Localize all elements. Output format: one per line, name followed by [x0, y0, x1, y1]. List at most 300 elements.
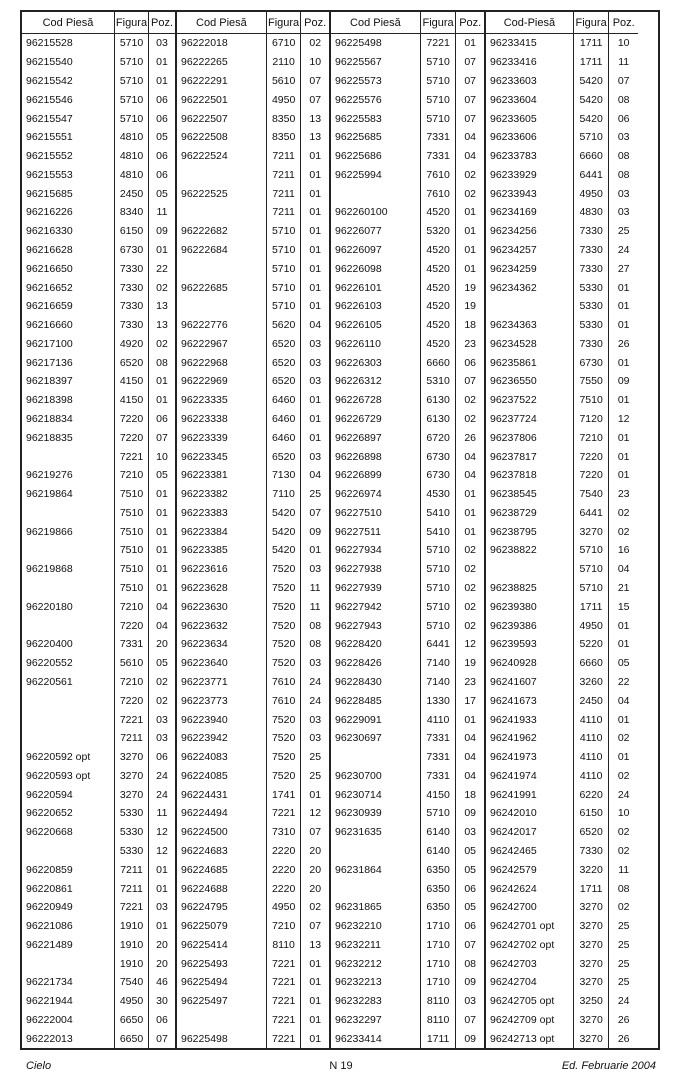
table-row — [177, 992, 329, 1011]
figure-cell: 5420 — [573, 109, 609, 128]
position-cell: 02 — [455, 165, 484, 184]
part-code-cell: 96238729 — [490, 506, 537, 519]
table-row — [22, 222, 175, 241]
part-code-cell: 96241607 — [490, 675, 537, 688]
position-cell: 01 — [300, 203, 329, 222]
figure-cell: 5710 — [420, 109, 456, 128]
table-row — [177, 109, 329, 128]
part-code-cell: 96220859 — [26, 863, 73, 876]
table-row — [22, 936, 175, 955]
figure-cell: 4520 — [420, 316, 456, 335]
table-row — [331, 860, 484, 879]
figure-cell: 5710 — [573, 128, 609, 147]
position-cell: 11 — [148, 804, 175, 823]
figure-cell: 2220 — [266, 860, 301, 879]
position-cell: 07 — [148, 428, 175, 447]
table-row — [177, 973, 329, 992]
table-row — [177, 766, 329, 785]
part-code-cell: 96217100 — [26, 337, 73, 350]
position-cell: 06 — [608, 109, 638, 128]
part-code-cell: 96223640 — [181, 657, 228, 670]
table-row — [22, 804, 175, 823]
figure-cell: 5310 — [420, 372, 456, 391]
figure-cell: 5220 — [573, 635, 609, 654]
header-poz: Poz. — [455, 12, 484, 33]
position-cell: 01 — [608, 353, 638, 372]
table-row — [331, 804, 484, 823]
figure-cell: 5710 — [266, 259, 301, 278]
position-cell: 04 — [455, 128, 484, 147]
table-row — [22, 128, 175, 147]
position-cell: 05 — [608, 654, 638, 673]
table-row — [177, 72, 329, 91]
position-cell: 04 — [608, 560, 638, 579]
table-row — [22, 372, 175, 391]
figure-cell: 6150 — [114, 222, 148, 241]
part-code-cell: 96222525 — [181, 187, 228, 200]
table-body — [22, 34, 175, 1048]
position-cell: 09 — [608, 372, 638, 391]
position-cell: 03 — [148, 729, 175, 748]
position-cell: 01 — [300, 410, 329, 429]
position-cell: 25 — [608, 936, 638, 955]
part-code-cell: 96219866 — [26, 525, 73, 538]
table-row — [177, 597, 329, 616]
position-cell: 04 — [455, 729, 484, 748]
figure-cell: 3270 — [573, 522, 609, 541]
table-row — [486, 72, 638, 91]
figure-cell: 4110 — [573, 748, 609, 767]
table-row — [22, 353, 175, 372]
table-body — [331, 34, 484, 1048]
figure-cell: 7510 — [114, 485, 148, 504]
part-code-cell: 96220592 opt — [26, 751, 91, 764]
figure-cell: 7520 — [266, 579, 301, 598]
part-code-cell: 96220652 — [26, 807, 73, 820]
table-row — [22, 898, 175, 917]
table-row — [177, 222, 329, 241]
figure-cell: 5420 — [573, 72, 609, 91]
position-cell: 16 — [608, 541, 638, 560]
part-code-cell: 96222018 — [181, 37, 228, 50]
figure-cell: 5620 — [266, 316, 301, 335]
figure-cell: 5710 — [420, 90, 456, 109]
figure-cell: 6730 — [420, 466, 456, 485]
part-code-cell: 96225498 — [335, 37, 382, 50]
table-row — [331, 72, 484, 91]
table-row — [486, 297, 638, 316]
part-code-cell: 96223338 — [181, 413, 228, 426]
position-cell: 09 — [148, 222, 175, 241]
table-row — [177, 485, 329, 504]
position-cell: 02 — [300, 34, 329, 53]
figure-cell: 1910 — [114, 917, 148, 936]
position-cell: 02 — [455, 184, 484, 203]
part-code-cell: 96220593 opt — [26, 769, 91, 782]
position-cell: 01 — [300, 1029, 329, 1048]
figure-cell: 7510 — [573, 391, 609, 410]
part-code-cell: 96220668 — [26, 826, 73, 839]
position-cell: 01 — [300, 973, 329, 992]
table-row — [486, 316, 638, 335]
part-code-cell: 96222291 — [181, 74, 228, 87]
table-row — [331, 1011, 484, 1030]
table-row — [22, 1011, 175, 1030]
part-code-cell: 96222776 — [181, 319, 228, 332]
part-code-cell: 96234259 — [490, 262, 537, 275]
table-row — [486, 879, 638, 898]
position-cell: 01 — [148, 917, 175, 936]
table-row — [486, 466, 638, 485]
part-code-cell: 96242701 opt — [490, 920, 555, 933]
part-code-cell: 96229091 — [335, 713, 382, 726]
part-code-cell: 96216659 — [26, 300, 73, 313]
table-row — [22, 917, 175, 936]
table-row — [177, 842, 329, 861]
part-code-cell: 96223335 — [181, 394, 228, 407]
figure-cell: 7110 — [266, 485, 301, 504]
position-cell: 01 — [608, 391, 638, 410]
position-cell: 02 — [608, 729, 638, 748]
table-row — [177, 785, 329, 804]
part-code-cell: 96226899 — [335, 469, 382, 482]
figure-cell: 4810 — [114, 165, 148, 184]
table-row — [22, 297, 175, 316]
figure-cell: 7331 — [420, 748, 456, 767]
position-cell: 01 — [148, 53, 175, 72]
part-code-cell: 96225573 — [335, 74, 382, 87]
position-cell: 07 — [608, 72, 638, 91]
position-cell: 05 — [148, 654, 175, 673]
table-row — [331, 597, 484, 616]
position-cell: 04 — [608, 691, 638, 710]
figure-cell: 6520 — [266, 353, 301, 372]
figure-cell: 7520 — [266, 616, 301, 635]
figure-cell: 5420 — [573, 90, 609, 109]
part-code-cell: 96216226 — [26, 206, 73, 219]
table-row — [331, 785, 484, 804]
figure-cell: 7310 — [266, 823, 301, 842]
figure-cell: 7221 — [266, 954, 301, 973]
table-row — [486, 785, 638, 804]
table-row — [22, 316, 175, 335]
figure-cell: 7330 — [114, 259, 148, 278]
part-code-cell: 96223942 — [181, 732, 228, 745]
part-code-cell: 96242017 — [490, 826, 537, 839]
part-code-cell: 96239380 — [490, 600, 537, 613]
part-code-cell: 96242702 opt — [490, 938, 555, 951]
table-row — [22, 485, 175, 504]
part-code-cell: 96232297 — [335, 1014, 382, 1027]
table-row — [177, 447, 329, 466]
part-code-cell: 96231864 — [335, 863, 382, 876]
part-code-cell: 96224683 — [181, 844, 228, 857]
position-cell: 05 — [148, 466, 175, 485]
table-row — [486, 729, 638, 748]
figure-cell: 4150 — [420, 785, 456, 804]
figure-cell: 7610 — [266, 691, 301, 710]
figure-cell: 7221 — [420, 34, 456, 53]
table-row — [177, 391, 329, 410]
position-cell: 01 — [455, 203, 484, 222]
figure-cell: 4110 — [573, 766, 609, 785]
position-cell: 04 — [455, 748, 484, 767]
table-row — [486, 241, 638, 260]
figure-cell: 5710 — [114, 53, 148, 72]
figure-cell: 6520 — [573, 823, 609, 842]
table-row — [331, 936, 484, 955]
table-row — [486, 691, 638, 710]
part-code-cell: 96226728 — [335, 394, 382, 407]
part-code-cell: 96226897 — [335, 431, 382, 444]
figure-cell: 7220 — [114, 691, 148, 710]
figure-cell: 8110 — [420, 992, 456, 1011]
figure-cell: 6140 — [420, 823, 456, 842]
position-cell: 09 — [455, 1029, 484, 1048]
part-code-cell: 96226103 — [335, 300, 382, 313]
figure-cell: 3270 — [114, 748, 148, 767]
figure-cell: 4950 — [266, 90, 301, 109]
position-cell: 01 — [455, 222, 484, 241]
header-poz: Poz. — [608, 12, 638, 33]
part-code-cell: 96223345 — [181, 450, 228, 463]
table-row — [22, 860, 175, 879]
table-row — [331, 879, 484, 898]
table-row — [486, 522, 638, 541]
position-cell: 24 — [148, 766, 175, 785]
table-row — [331, 898, 484, 917]
part-code-cell: 96226898 — [335, 450, 382, 463]
figure-cell: 7221 — [266, 992, 301, 1011]
table-row — [177, 428, 329, 447]
part-code-cell: 96228420 — [335, 638, 382, 651]
table-row — [331, 954, 484, 973]
part-code-cell: 96241973 — [490, 751, 537, 764]
position-cell: 03 — [300, 447, 329, 466]
figure-cell: 4530 — [420, 485, 456, 504]
part-code-cell: 96228426 — [335, 657, 382, 670]
part-code-cell: 96230700 — [335, 769, 382, 782]
position-cell: 07 — [455, 72, 484, 91]
position-cell: 01 — [608, 316, 638, 335]
part-code-cell: 96230697 — [335, 732, 382, 745]
table-row — [22, 823, 175, 842]
table-row — [486, 654, 638, 673]
figure-cell: 5330 — [114, 823, 148, 842]
position-cell: 01 — [455, 34, 484, 53]
table-row — [331, 1029, 484, 1048]
figure-cell: 1710 — [420, 917, 456, 936]
figure-cell: 6350 — [420, 879, 456, 898]
position-cell: 25 — [608, 954, 638, 973]
figure-cell: 4810 — [114, 128, 148, 147]
figure-cell: 6520 — [266, 447, 301, 466]
position-cell: 01 — [300, 165, 329, 184]
position-cell: 13 — [300, 109, 329, 128]
part-code-cell: 96232283 — [335, 995, 382, 1008]
figure-cell: 7211 — [266, 165, 301, 184]
figure-cell: 5420 — [266, 504, 301, 523]
position-cell: 04 — [148, 597, 175, 616]
position-cell: 03 — [148, 898, 175, 917]
part-code-cell: 96225497 — [181, 995, 228, 1008]
figure-cell: 1710 — [420, 973, 456, 992]
figure-cell: 2450 — [573, 691, 609, 710]
part-code-cell: 96227510 — [335, 506, 382, 519]
table-block-3 — [329, 12, 484, 1048]
part-code-cell: 96225686 — [335, 150, 382, 163]
position-cell: 07 — [455, 1011, 484, 1030]
position-cell: 01 — [300, 785, 329, 804]
position-cell: 03 — [300, 729, 329, 748]
figure-cell: 7330 — [573, 335, 609, 354]
position-cell: 06 — [148, 109, 175, 128]
figure-cell: 7520 — [266, 654, 301, 673]
position-cell: 13 — [148, 297, 175, 316]
table-row — [331, 410, 484, 429]
part-code-cell: 96222682 — [181, 225, 228, 238]
part-code-cell: 96220561 — [26, 675, 73, 688]
part-code-cell: 96215552 — [26, 150, 73, 163]
part-code-cell: 96224795 — [181, 901, 228, 914]
figure-cell: 7331 — [420, 729, 456, 748]
position-cell: 04 — [455, 147, 484, 166]
part-code-cell: 96221944 — [26, 995, 73, 1008]
table-row — [22, 973, 175, 992]
figure-cell: 5710 — [420, 72, 456, 91]
position-cell: 01 — [608, 466, 638, 485]
part-code-cell: 96242705 opt — [490, 995, 555, 1008]
table-row — [331, 222, 484, 241]
figure-cell: 2450 — [114, 184, 148, 203]
table-block-4 — [484, 12, 638, 1048]
position-cell: 09 — [455, 973, 484, 992]
table-row — [486, 391, 638, 410]
part-code-cell: 96237817 — [490, 450, 537, 463]
part-code-cell: 96235861 — [490, 356, 537, 369]
figure-cell: 7610 — [420, 184, 456, 203]
figure-cell: 5710 — [420, 579, 456, 598]
part-code-cell: 96225079 — [181, 920, 228, 933]
figure-cell: 8110 — [420, 1011, 456, 1030]
position-cell: 02 — [608, 823, 638, 842]
position-cell: 01 — [148, 879, 175, 898]
table-row — [177, 654, 329, 673]
figure-cell: 6730 — [114, 241, 148, 260]
figure-cell: 5330 — [573, 297, 609, 316]
table-row — [22, 635, 175, 654]
table-row — [177, 673, 329, 692]
part-code-cell: 96226110 — [335, 337, 381, 350]
figure-cell: 6350 — [420, 860, 456, 879]
figure-cell: 1710 — [420, 954, 456, 973]
part-code-cell: 96241974 — [490, 769, 537, 782]
footer-edition: Ed. Februarie 2004 — [561, 1060, 656, 1072]
table-row — [331, 766, 484, 785]
position-cell: 20 — [148, 936, 175, 955]
figure-cell: 7331 — [114, 635, 148, 654]
table-row — [177, 804, 329, 823]
table-row — [177, 53, 329, 72]
table-row — [177, 165, 329, 184]
part-code-cell: 96226077 — [335, 225, 382, 238]
table-row — [331, 316, 484, 335]
part-code-cell: 96233415 — [490, 37, 537, 50]
figure-cell: 7540 — [114, 973, 148, 992]
table-row — [331, 90, 484, 109]
table-row — [22, 1029, 175, 1048]
table-row — [486, 335, 638, 354]
figure-cell: 5710 — [266, 222, 301, 241]
figure-cell: 7510 — [114, 579, 148, 598]
part-code-cell: 96215685 — [26, 187, 73, 200]
part-code-cell: 96219868 — [26, 563, 73, 576]
figure-cell: 4810 — [114, 147, 148, 166]
position-cell: 26 — [608, 1011, 638, 1030]
figure-cell: 7211 — [114, 879, 148, 898]
table-row — [331, 973, 484, 992]
position-cell: 05 — [455, 860, 484, 879]
part-code-cell: 96237806 — [490, 431, 537, 444]
figure-cell: 6730 — [573, 353, 609, 372]
table-row — [177, 522, 329, 541]
part-code-cell: 96223339 — [181, 431, 228, 444]
part-code-cell: 96242703 — [490, 957, 537, 970]
table-row — [22, 259, 175, 278]
table-row — [22, 109, 175, 128]
position-cell: 01 — [300, 992, 329, 1011]
table-row — [331, 579, 484, 598]
part-code-cell: 96217136 — [26, 356, 73, 369]
figure-cell: 7330 — [573, 842, 609, 861]
table-row — [486, 766, 638, 785]
part-code-cell: 96232211 — [335, 938, 381, 951]
table-row — [22, 560, 175, 579]
position-cell: 25 — [300, 748, 329, 767]
table-row — [177, 1029, 329, 1048]
part-code-cell: 96220861 — [26, 882, 73, 895]
part-code-cell: 96222508 — [181, 131, 228, 144]
position-cell: 12 — [300, 804, 329, 823]
figure-cell: 7210 — [266, 917, 301, 936]
part-code-cell: 96221086 — [26, 920, 73, 933]
table-row — [331, 391, 484, 410]
part-code-cell: 96233783 — [490, 150, 537, 163]
table-row — [22, 466, 175, 485]
figure-cell: 6220 — [573, 785, 609, 804]
part-code-cell: 96241673 — [490, 694, 537, 707]
part-code-cell: 96242704 — [490, 976, 537, 989]
figure-cell: 5710 — [114, 72, 148, 91]
figure-cell: 1711 — [573, 53, 609, 72]
figure-cell: 6730 — [420, 447, 456, 466]
figure-cell: 1711 — [573, 34, 609, 53]
part-code-cell: 96221734 — [26, 976, 73, 989]
part-code-cell: 96215553 — [26, 168, 73, 181]
table-row — [331, 616, 484, 635]
figure-cell: 4920 — [114, 335, 148, 354]
figure-cell: 5710 — [573, 560, 609, 579]
part-code-cell: 96239386 — [490, 619, 537, 632]
table-row — [486, 504, 638, 523]
part-code-cell: 96233603 — [490, 74, 537, 87]
figure-cell: 7331 — [420, 128, 456, 147]
figure-cell: 1711 — [573, 879, 609, 898]
table-row — [22, 879, 175, 898]
figure-cell: 4950 — [573, 184, 609, 203]
figure-cell: 7221 — [114, 898, 148, 917]
part-code-cell: 96223771 — [181, 675, 228, 688]
